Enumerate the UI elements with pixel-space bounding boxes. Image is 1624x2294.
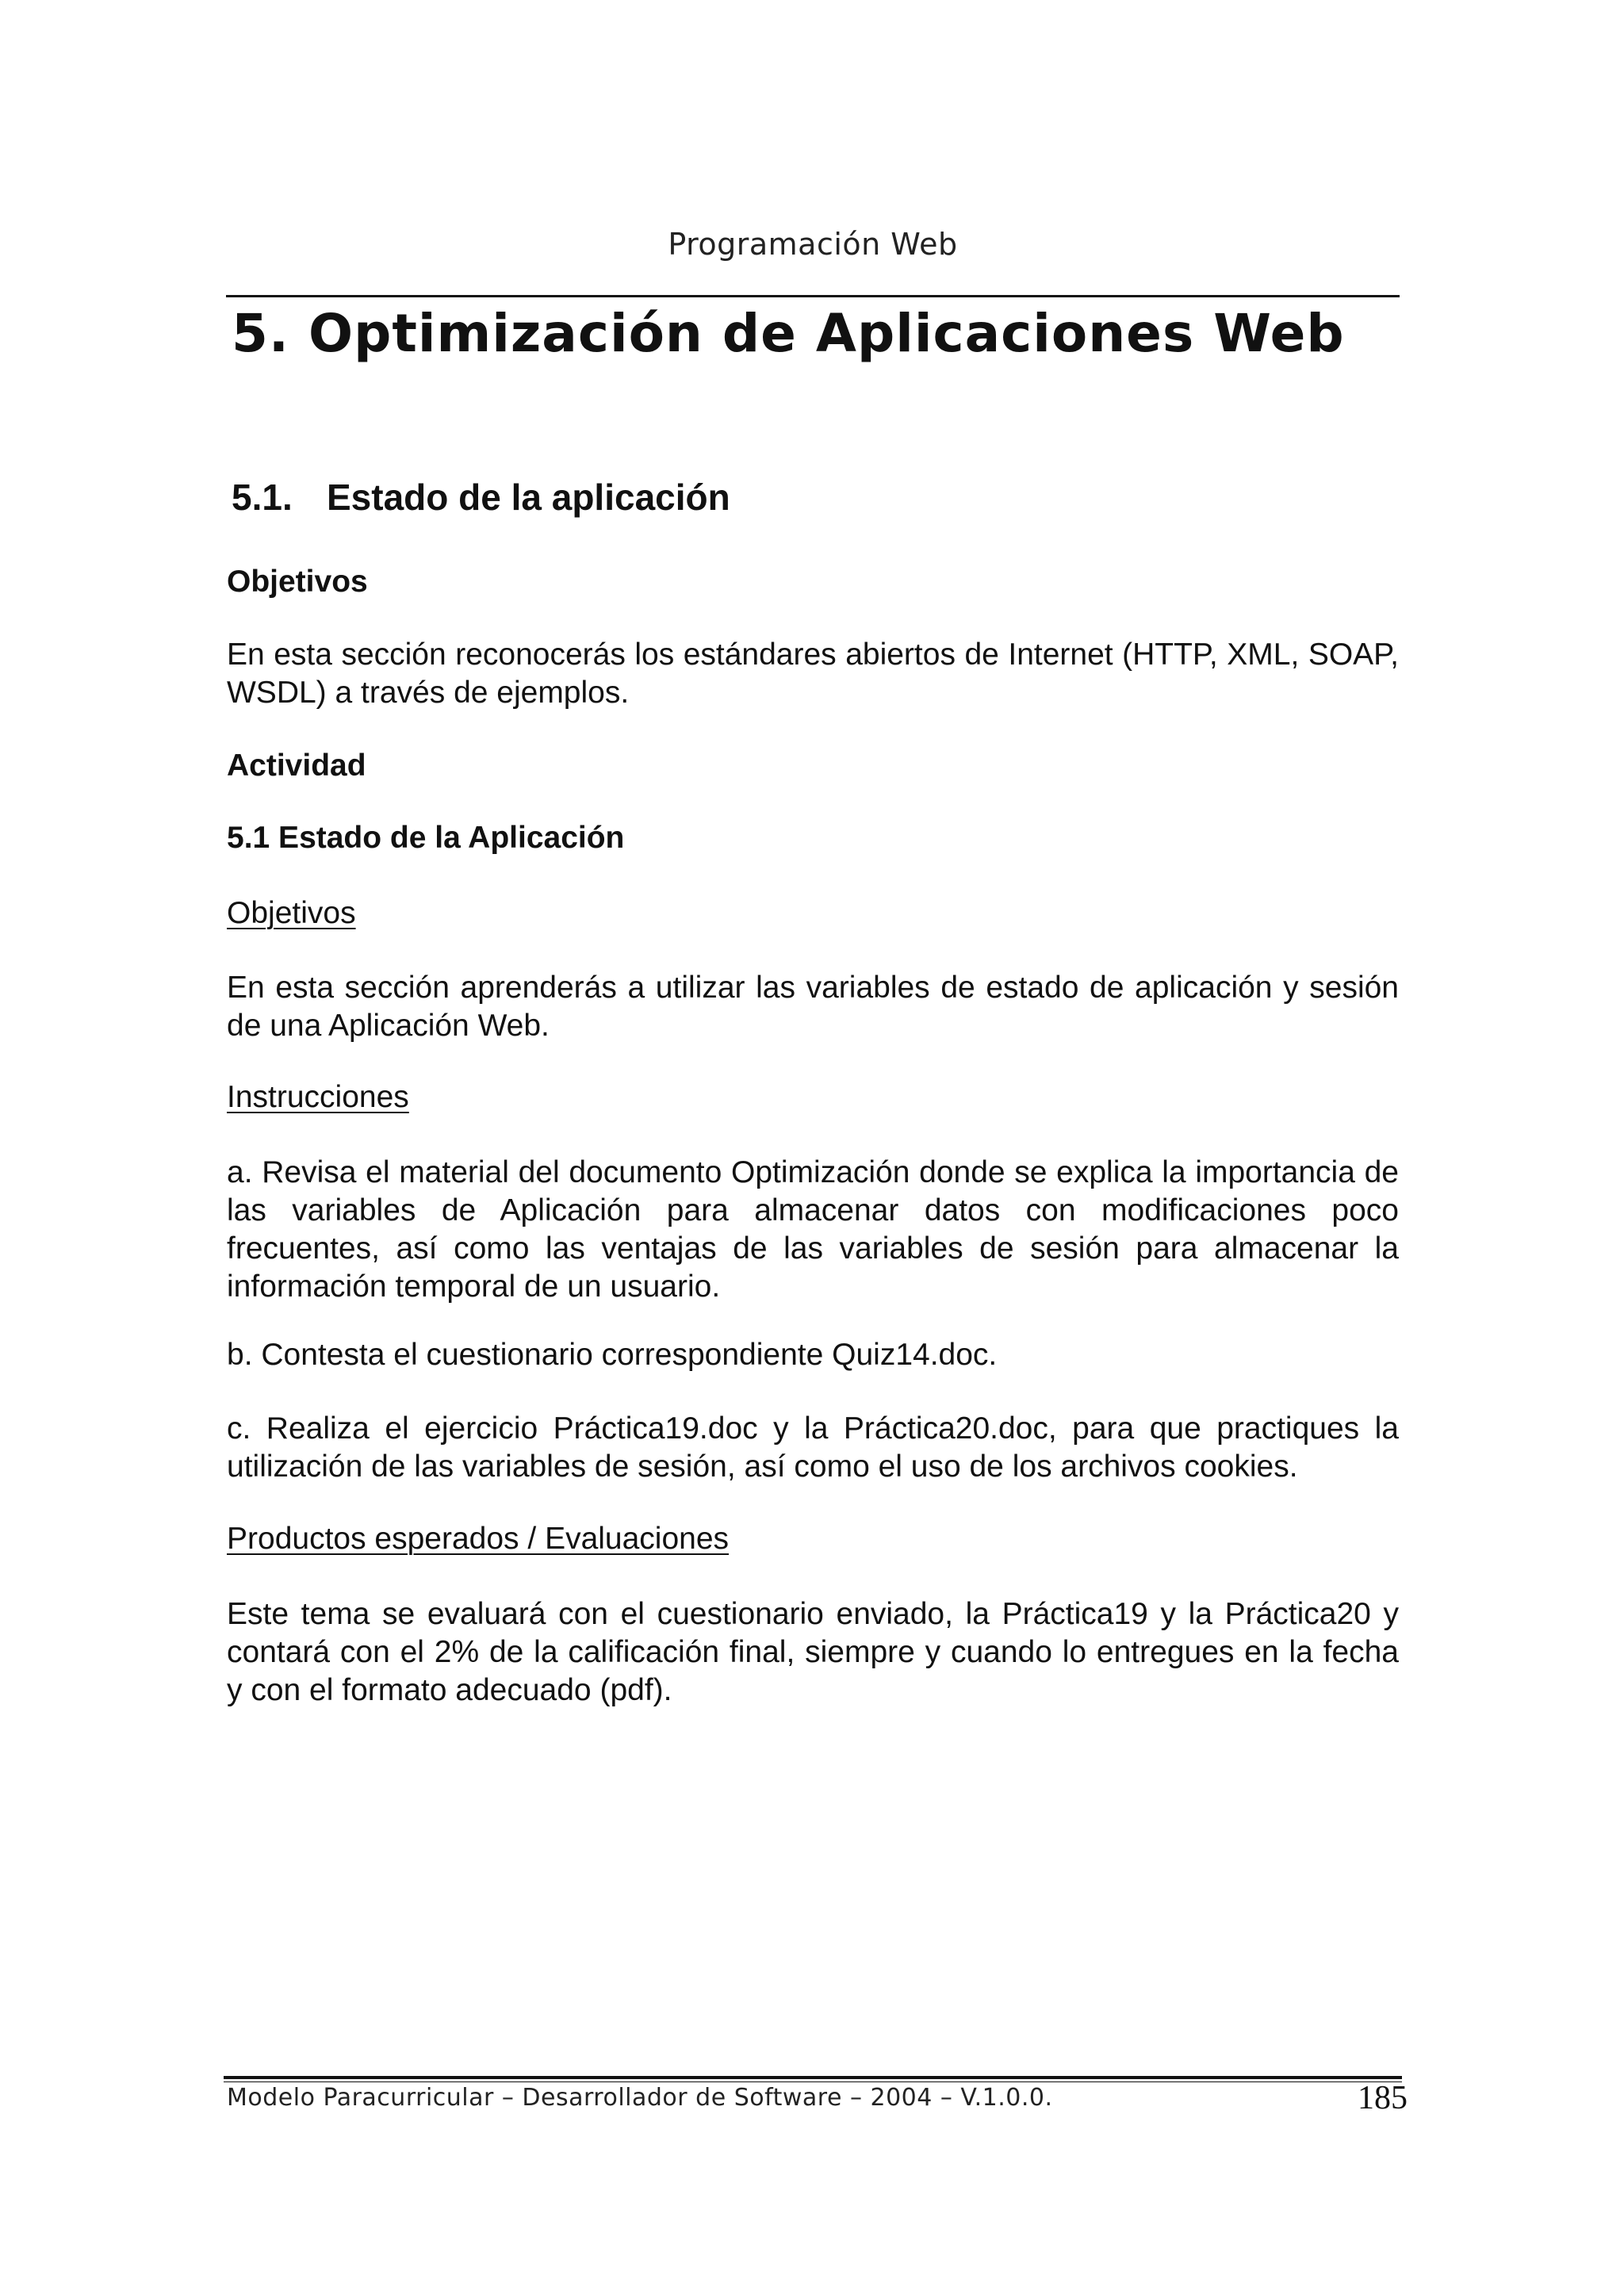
page-number: 185 (1358, 2080, 1408, 2116)
actividad-objetivos-text: En esta sección aprenderás a utilizar las variables de estado de aplicación y sesión de una Aplicación Web. (227, 971, 1399, 1043)
footer-text: Modelo Paracurricular – Desarrollador de Software – 2004 – V.1.0.0. (227, 2084, 1053, 2112)
instrucciones-label: Instrucciones (227, 1080, 409, 1114)
chapter-title: 5. Optimización de Aplicaciones Web (232, 303, 1345, 364)
actividad-objetivos-label: Objetivos (227, 896, 356, 930)
instruccion-c: c. Realiza el ejercicio Práctica19.doc y la Práctica20.doc, para que practiques la utilización de las variables de sesión, así como el uso de los archivos cookies. (227, 1411, 1399, 1484)
section-heading (232, 476, 730, 519)
instruccion-a: a. Revisa el material del documento Optimización donde se explica la importancia de las variables de Aplicación para almacenar datos con modificaciones poco frecuentes, así como las ventajas de las variables de sesión para almacenar la información temporal de un usuario. (227, 1155, 1399, 1304)
actividad-label: Actividad (227, 749, 366, 783)
running-header: Programación Web (668, 227, 958, 262)
section-number: 5.1. (232, 477, 293, 518)
productos-label: Productos esperados / Evaluaciones (227, 1522, 730, 1556)
objetivos-label: Objetivos (227, 565, 368, 599)
productos-text: Este tema se evaluará con el cuestionario enviado, la Práctica19 y la Práctica20 y contará con el 2% de la calificación final, siempre y cuando lo entregues en la fecha y con el formato adecuado (pdf). (227, 1597, 1399, 1707)
footer-rule-thin (224, 2081, 1402, 2082)
instruccion-b: b. Contesta el cuestionario correspondiente Quiz14.doc. (227, 1338, 998, 1372)
section-title: Estado de la aplicación (327, 477, 730, 518)
header-rule (226, 295, 1400, 297)
footer-rule (224, 2076, 1402, 2079)
actividad-title: 5.1 Estado de la Aplicación (227, 821, 625, 855)
objetivos-text: En esta sección reconocerás los estándares abiertos de Internet (HTTP, XML, SOAP, WSDL) a través de ejemplos. (227, 638, 1399, 710)
